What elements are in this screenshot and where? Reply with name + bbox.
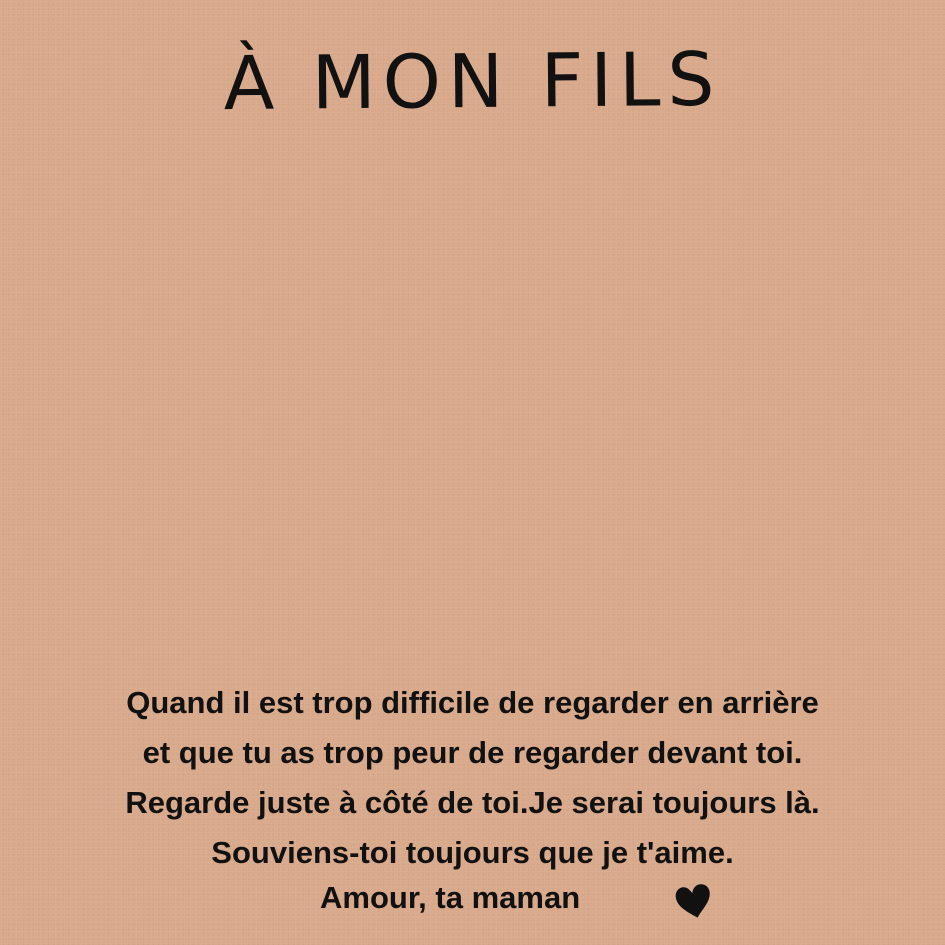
message-line-4: Souviens-toi toujours que je t'aime.: [211, 835, 734, 870]
signature: Amour, ta maman: [320, 880, 581, 915]
card-title: À MON FILS: [223, 36, 722, 128]
message-line-3: Regarde juste à côté de toi.Je serai toujours là.: [125, 785, 820, 820]
heart-icon: [673, 880, 715, 922]
message-line-1: Quand il est trop difficile de regarder en arrière: [126, 685, 819, 720]
message-line-2: et que tu as trop peur de regarder devant toi.: [142, 735, 803, 770]
message: [0, 678, 945, 878]
